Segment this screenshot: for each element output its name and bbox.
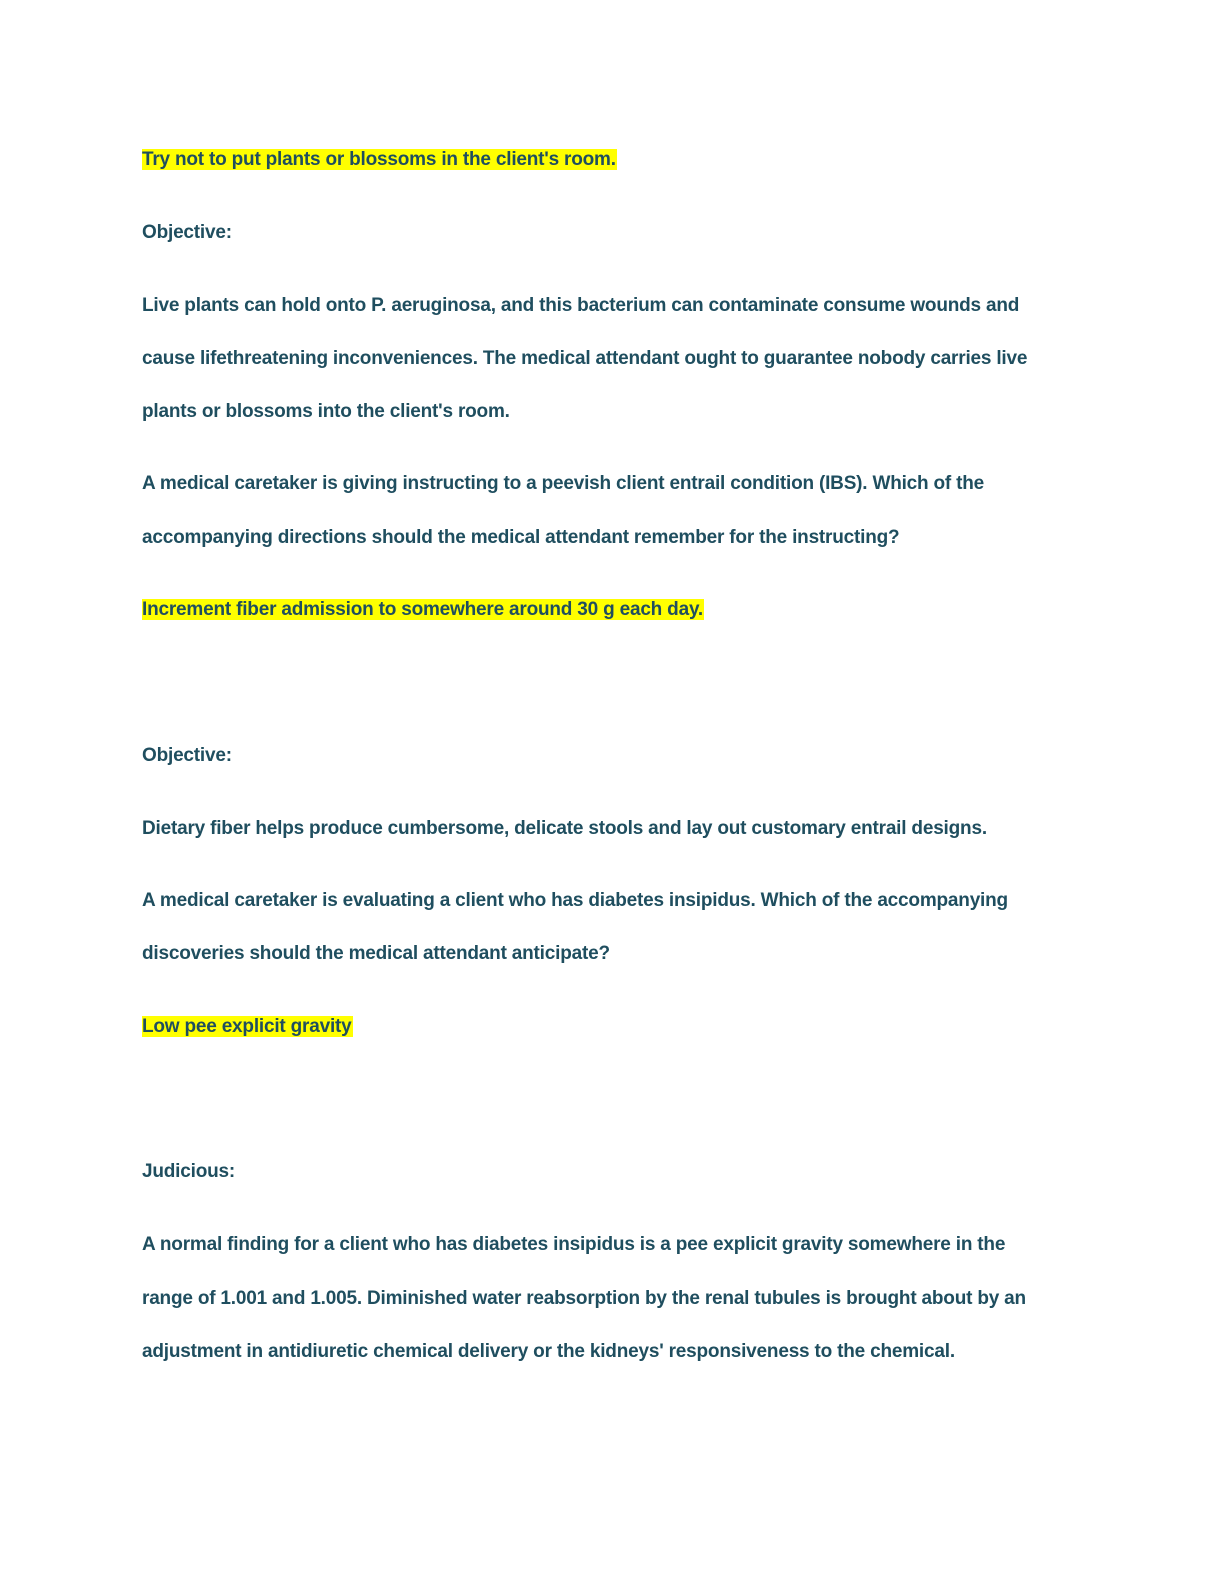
question-3-line-2: discoveries should the medical attendant anticipate? xyxy=(142,943,610,964)
question-3-line-1: A medical caretaker is evaluating a client who has diabetes insipidus. Which of the accompanying xyxy=(142,890,1008,911)
rationale-3-line-2: range of 1.001 and 1.005. Diminished water reabsorption by the renal tubules is brought about by an xyxy=(142,1288,1026,1309)
rationale-1-line-1: Live plants can hold onto P. aeruginosa, and this bacterium can contaminate consume wounds and xyxy=(142,295,1020,316)
answer-1-line xyxy=(142,148,617,172)
rationale-1-line-3: plants or blossoms into the client's room. xyxy=(142,401,510,422)
highlighted-answer: Try not to put plants or blossoms in the client's room. xyxy=(142,149,616,170)
rationale-2-line: Dietary fiber helps produce cumbersome, delicate stools and lay out customary entrail designs. xyxy=(142,818,987,839)
objective-label: Objective: xyxy=(142,745,232,766)
objective-label: Objective: xyxy=(142,222,232,243)
judicious-label: Judicious: xyxy=(142,1161,236,1182)
rationale-1-line-2: cause lifethreatening inconveniences. The medical attendant ought to guarantee nobody carries live xyxy=(142,348,1028,369)
highlighted-answer: Increment fiber admission to somewhere around 30 g each day. xyxy=(142,599,703,620)
rationale-3-line-3: adjustment in antidiuretic chemical delivery or the kidneys' responsiveness to the chemical. xyxy=(142,1341,955,1362)
answer-3-line xyxy=(142,1015,353,1039)
answer-2-line xyxy=(142,598,704,622)
highlighted-answer: Low pee explicit gravity xyxy=(142,1016,352,1037)
question-2-line-1: A medical caretaker is giving instructing to a peevish client entrail condition (IBS). Which of the xyxy=(142,473,985,494)
rationale-3-line-1: A normal finding for a client who has diabetes insipidus is a pee explicit gravity somewhere in the xyxy=(142,1234,1006,1255)
question-2-line-2: accompanying directions should the medical attendant remember for the instructing? xyxy=(142,527,900,548)
